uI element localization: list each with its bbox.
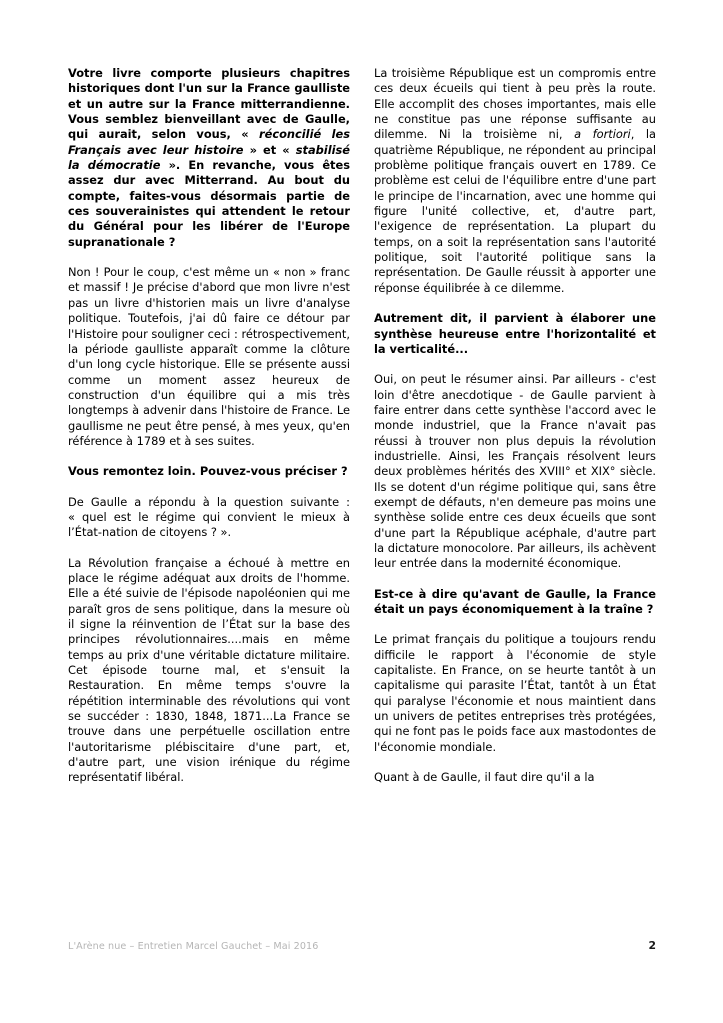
interview-answer-paragraph: Quant à de Gaulle, il faut dire qu'il a la (374, 770, 595, 785)
page-footer (68, 939, 656, 954)
column-left (68, 66, 350, 786)
interview-question-paragraph: Votre livre comporte plusieurs chapitres historiques dont l'un sur la France gaulliste et un autre sur la France mitterrandienne. Vous semblez bienveillant avec de Gaulle, qui aurait, selon vous, « réconcilié les Français avec leur histoire » et « stabilisé la démocratie ». En revanche, vous êtes assez dur avec Mitterrand. Au bout du compte, faites-vous désormais partie de ces souverainistes qui attendent le retour du Général pour les libérer de l'Europe supranationale ? (68, 66, 351, 249)
interview-answer-paragraph: Le primat français du politique a toujours rendu difficile le rapport à l'économie de style capitaliste. En France, on se heurte tantôt à un capitalisme qui parasite l’État, tantôt à un État qui paralyse l'économie et nous maintient dans un univers de petites entreprises très protégées, qui ne font pas le poids face aux mastodontes de l'économie mondiale. (374, 632, 656, 754)
interview-question-paragraph: Autrement dit, il parvient à élaborer une synthèse heureuse entre l'horizontalité et la verticalité... (374, 311, 656, 356)
interview-answer-paragraph: La troisième République est un compromis entre ces deux écueils qui tient à peu près la route. Elle accomplit des choses importantes, mais elle ne constitue pas une réponse suffisante au dilemme. Ni la troisième ni, a fortiori, la quatrième République, ne répondent au principal problème politique français ouvert en 1789. Ce problème est celui de l'équilibre entre d'une part le principe de l'incarnation, avec une homme qui figure l'unité collective, et, d'autre part, l'exigence de représentation. La plupart du temps, on a soit la représentation sans l'autorité politique, soit l'autorité politique sans la représentation. De Gaulle réussit à apporter une réponse équilibrée à ce dilemme. (374, 66, 657, 295)
two-column-body (68, 66, 656, 786)
footer-source-line: L'Arène nue – Entretien Marcel Gauchet – Mai 2016 (68, 941, 319, 952)
interview-question-paragraph: Vous remontez loin. Pouvez-vous préciser ? (68, 464, 348, 479)
interview-answer-paragraph: De Gaulle a répondu à la question suivante : « quel est le régime qui convient le mieux à l’État-nation de citoyens ? ». (68, 494, 350, 540)
interview-answer-paragraph: Non ! Pour le coup, c'est même un « non » franc et massif ! Je précise d'abord que mon livre n'est pas un livre d'historien mais un livre d'analyse politique. Toutefois, j'ai dû faire ce détour par l'Histoire pour souligner ceci : rétrospectivement, la période gaulliste apparaît comme la clôture d'un long cycle historique. Elle se présente aussi comme un moment assez heureux de construction d'un équilibre qui a mis très longtemps à advenir dans l'histoire de France. Le gaullisme ne peut être pensé, à mes yeux, qu'en référence à 1789 et à ses suites. (68, 265, 350, 448)
interview-question-paragraph: Est-ce à dire qu'avant de Gaulle, la France était un pays économiquement à la traîne ? (374, 586, 656, 616)
interview-answer-paragraph: La Révolution française a échoué à mettre en place le régime adéquat aux droits de l'homme. Elle a été suivie de l'épisode napoléonien qui me paraît gros de sens politique, dans la mesure où il signe la réinvention de l’État sur la base des principes révolutionnaires....mais en même temps au prix d'une véritable dictature militaire. Cet épisode tourne mal, et s'ensuit la Restauration. En même temps s'ouvre la répétition interminable des révolutions qui vont se succéder : 1830, 1848, 1871...La France se trouve dans une perpétuelle oscillation entre l'autoritarisme plébiscitaire d'une part, et, d'autre part, une vision irénique du régime représentatif libéral. (68, 555, 350, 785)
column-right (374, 66, 656, 786)
footer-page-number: 2 (648, 939, 656, 952)
interview-answer-paragraph: Oui, on peut le résumer ainsi. Par ailleurs - c'est loin d'être anecdotique - de Gaulle parvient à faire entrer dans cette synthèse l'accord avec le monde industriel, que la France n'avait pas réussi à trouver non plus depuis la révolution industrielle. Ainsi, les Français résolvent leurs deux problèmes hérités des XVIII° et XIX° siècle. Ils se dotent d'un régime politique qui, sans être exempt de défauts, n'en demeure pas moins une synthèse solide entre ces deux écueils que sont d'une part la République acéphale, d'autre part la dictature monocolore. Par ailleurs, ils achèvent leur entrée dans la modernité économique. (374, 372, 656, 571)
